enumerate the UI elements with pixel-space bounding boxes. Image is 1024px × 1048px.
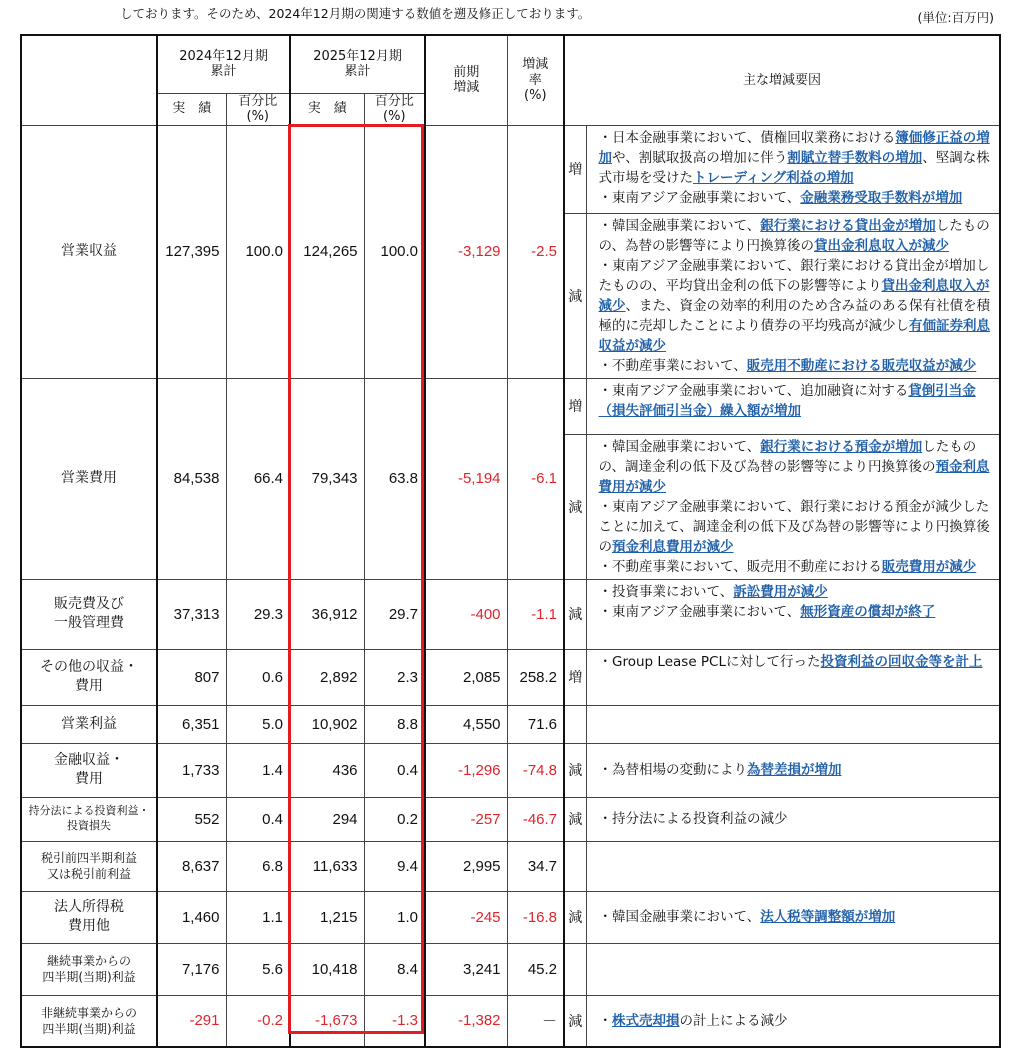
highlighted-factor: 有価証券利息収益が減少 — [598, 317, 991, 354]
highlighted-factor: 貸出金利息収入が減少 — [598, 277, 990, 314]
change-rate: 34.7 — [507, 841, 564, 891]
income-statement-table — [20, 34, 1001, 1048]
yoy-change: -257 — [425, 797, 507, 841]
pct-2025: 1.0 — [364, 891, 425, 943]
change-rate: -16.8 — [507, 891, 564, 943]
row-label: 営業収益 — [21, 125, 157, 378]
row-label: 法人所得税 費用他 — [21, 891, 157, 943]
row-label: その他の収益・ 費用 — [21, 649, 157, 705]
header-change-rate: 増減 率 (%) — [507, 35, 564, 125]
row-label: 継続事業からの 四半期(当期)利益 — [21, 943, 157, 995]
header-2024: 2024年12月期 累計 — [157, 35, 290, 93]
actual-2025: 36,912 — [290, 579, 364, 649]
header-actual-2025: 実 績 — [290, 93, 364, 125]
header-pct-2024: 百分比 (%) — [226, 93, 290, 125]
factor-segment: ・韓国金融事業において、 — [598, 909, 761, 926]
yoy-change: 4,550 — [425, 705, 507, 743]
direction-increase: 増 — [564, 649, 586, 705]
highlighted-factor: 投資利益の回収金等を計上 — [820, 653, 983, 670]
row-pretax-profit — [21, 841, 1000, 891]
pct-2024: -0.2 — [226, 995, 290, 1047]
direction-decrease: 減 — [564, 213, 586, 378]
factor-segment: したものの、為替の影響等により円換算後の — [598, 217, 990, 254]
yoy-change: -5,194 — [425, 378, 507, 579]
actual-2025: 436 — [290, 743, 364, 797]
factor-text — [586, 434, 1000, 579]
pct-2024: 29.3 — [226, 579, 290, 649]
highlighted-factor: 簿価修正益の増加 — [598, 129, 990, 166]
highlighted-factor: 貸出金利息収入が減少 — [814, 237, 949, 254]
factor-segment: 、また、資金の効率的利用のため含み益のある保有社債を積極的に売却したことにより債券の平均残高が減少し — [598, 297, 991, 334]
actual-2024: 84,538 — [157, 378, 226, 579]
row-other-income — [21, 649, 1000, 705]
actual-2024: 6,351 — [157, 705, 226, 743]
header-yoy-change: 前期 増減 — [425, 35, 507, 125]
direction-increase: 増 — [564, 125, 586, 213]
actual-2024: 127,395 — [157, 125, 226, 378]
highlighted-factor: 銀行業における預金が増加 — [760, 438, 923, 455]
highlighted-factor: 預金利息費用が減少 — [612, 538, 734, 555]
factor-segment: や、割賦取扱高の増加に伴う — [612, 149, 788, 166]
row-label: 持分法による投資利益・ 投資損失 — [21, 797, 157, 841]
yoy-change: -245 — [425, 891, 507, 943]
factor-segment: の計上による減少 — [679, 1012, 788, 1029]
factor-text — [586, 891, 1000, 943]
yoy-change: -1,382 — [425, 995, 507, 1047]
factor-segment: ・ — [598, 1012, 613, 1029]
change-rate: -46.7 — [507, 797, 564, 841]
pct-2024: 6.8 — [226, 841, 290, 891]
row-label: 販売費及び 一般管理費 — [21, 579, 157, 649]
highlighted-factor: 株式売却損 — [612, 1012, 680, 1029]
row-income-tax — [21, 891, 1000, 943]
row-sga — [21, 579, 1000, 649]
header-main-factors: 主な増減要因 — [564, 35, 1000, 125]
highlighted-factor: 訴訟費用が減少 — [733, 583, 828, 600]
header-2025: 2025年12月期 累計 — [290, 35, 425, 93]
pct-2025: 0.4 — [364, 743, 425, 797]
factor-segment: ・投資事業において、 — [598, 583, 734, 600]
factor-text — [586, 743, 1000, 797]
pct-2025: 8.8 — [364, 705, 425, 743]
actual-2024: 552 — [157, 797, 226, 841]
highlighted-factor: 販売費用が減少 — [881, 558, 977, 575]
actual-2024: 1,733 — [157, 743, 226, 797]
highlighted-factor: 法人税等調整額が増加 — [760, 909, 896, 926]
actual-2024: 807 — [157, 649, 226, 705]
pct-2024: 66.4 — [226, 378, 290, 579]
change-rate: 258.2 — [507, 649, 564, 705]
factor-segment: ・東南アジア金融事業において、銀行業における預金が減少したことに加えて、調達金利の低下及び為替の影響等により円換算後の — [598, 498, 990, 555]
highlighted-factor: 銀行業における貸出金が増加 — [760, 217, 936, 234]
row-label: 営業費用 — [21, 378, 157, 579]
row-label: 税引前四半期利益 又は税引前利益 — [21, 841, 157, 891]
row-label: 営業利益 — [21, 705, 157, 743]
pct-2024: 5.0 — [226, 705, 290, 743]
pct-2024: 0.4 — [226, 797, 290, 841]
factor-segment: ・Group Lease PCLに対して行った — [598, 653, 821, 670]
factor-segment: ・東南アジア金融事業において、追加融資に対する — [598, 382, 909, 399]
pct-2024: 5.6 — [226, 943, 290, 995]
factor-segment: ・日本金融事業において、債権回収業務における — [598, 129, 896, 146]
highlighted-factor: トレーディング利益の増加 — [693, 169, 854, 186]
yoy-change: 3,241 — [425, 943, 507, 995]
direction-increase: 増 — [564, 378, 586, 434]
factor-text — [586, 125, 1000, 213]
change-rate: -6.1 — [507, 378, 564, 579]
pct-2025: 29.7 — [364, 579, 425, 649]
factor-segment: ・韓国金融事業において、 — [598, 217, 761, 234]
highlighted-factor: 金融業務受取手数料が増加 — [800, 189, 963, 206]
highlighted-factor: 販売用不動産における販売収益が減少 — [746, 357, 977, 374]
pct-2024: 1.1 — [226, 891, 290, 943]
row-discontinued-profit — [21, 995, 1000, 1047]
pct-2025: 63.8 — [364, 378, 425, 579]
pct-2025: 2.3 — [364, 649, 425, 705]
row-continuing-profit — [21, 943, 1000, 995]
header-pct-2025: 百分比 (%) — [364, 93, 425, 125]
factor-segment: 、堅調な株式市場を受けた — [598, 149, 990, 186]
row-operating-revenue — [21, 125, 1000, 213]
actual-2024: 7,176 — [157, 943, 226, 995]
pct-2025: 100.0 — [364, 125, 425, 378]
highlighted-factor: 割賦立替手数料の増加 — [787, 149, 923, 166]
pct-2024: 100.0 — [226, 125, 290, 378]
row-operating-expenses — [21, 378, 1000, 434]
actual-2025: 11,633 — [290, 841, 364, 891]
yoy-change: -1,296 — [425, 743, 507, 797]
unit-label: (単位:百万円) — [917, 10, 994, 25]
factor-segment: したものの、調達金利の低下及び為替の影響等により円換算後の — [598, 438, 977, 475]
direction-decrease: 減 — [564, 797, 586, 841]
direction-decrease: 減 — [564, 434, 586, 579]
top-note: しております。そのため、2024年12月期の関連する数値を遡及修正しております。 — [120, 6, 591, 21]
factor-segment: ・東南アジア金融事業において、銀行業における貸出金が増加したものの、平均貸出金利の低下の影響等により — [598, 257, 990, 294]
factor-text — [586, 649, 1000, 705]
pct-2025: 8.4 — [364, 943, 425, 995]
actual-2024: 8,637 — [157, 841, 226, 891]
change-rate: 45.2 — [507, 943, 564, 995]
change-rate: -2.5 — [507, 125, 564, 378]
header-actual-2024: 実 績 — [157, 93, 226, 125]
highlighted-factor: 無形資産の償却が終了 — [800, 603, 936, 620]
header-blank — [21, 35, 157, 125]
actual-2025: 79,343 — [290, 378, 364, 579]
factor-segment: ・為替相場の変動により — [598, 762, 748, 779]
factor-text — [586, 797, 1000, 841]
actual-2025: 1,215 — [290, 891, 364, 943]
row-label: 非継続事業からの 四半期(当期)利益 — [21, 995, 157, 1047]
pct-2025: 0.2 — [364, 797, 425, 841]
actual-2025: 10,418 — [290, 943, 364, 995]
factor-segment: ・持分法による投資利益の減少 — [598, 811, 788, 828]
yoy-change: -400 — [425, 579, 507, 649]
factor-segment: ・不動産事業において、 — [598, 357, 747, 374]
change-rate: － — [507, 995, 564, 1047]
factor-text — [586, 213, 1000, 378]
highlighted-factor: 貸倒引当金（損失評価引当金）繰入額が増加 — [598, 382, 976, 419]
pct-2025: -1.3 — [364, 995, 425, 1047]
factor-text — [586, 378, 1000, 434]
factor-text — [586, 995, 1000, 1047]
pct-2024: 0.6 — [226, 649, 290, 705]
actual-2025: 124,265 — [290, 125, 364, 378]
row-label: 金融収益・ 費用 — [21, 743, 157, 797]
actual-2025: 294 — [290, 797, 364, 841]
actual-2025: 10,902 — [290, 705, 364, 743]
yoy-change: 2,995 — [425, 841, 507, 891]
change-rate: -74.8 — [507, 743, 564, 797]
actual-2025: 2,892 — [290, 649, 364, 705]
factor-segment: ・韓国金融事業において、 — [598, 438, 761, 455]
actual-2025: -1,673 — [290, 995, 364, 1047]
actual-2024: -291 — [157, 995, 226, 1047]
actual-2024: 37,313 — [157, 579, 226, 649]
row-operating-profit — [21, 705, 1000, 743]
direction-decrease: 減 — [564, 995, 586, 1047]
change-rate: -1.1 — [507, 579, 564, 649]
row-equity-method — [21, 797, 1000, 841]
pct-2025: 9.4 — [364, 841, 425, 891]
change-rate: 71.6 — [507, 705, 564, 743]
direction-decrease: 減 — [564, 743, 586, 797]
factor-text — [586, 579, 1000, 649]
factor-segment: ・東南アジア金融事業において、 — [598, 603, 801, 620]
row-finance-income — [21, 743, 1000, 797]
factor-segment: ・不動産事業において、販売用不動産における — [598, 558, 882, 575]
actual-2024: 1,460 — [157, 891, 226, 943]
direction-decrease: 減 — [564, 579, 586, 649]
pct-2024: 1.4 — [226, 743, 290, 797]
factor-segment: ・東南アジア金融事業において、 — [598, 189, 801, 206]
yoy-change: -3,129 — [425, 125, 507, 378]
highlighted-factor: 預金利息費用が減少 — [598, 458, 990, 495]
yoy-change: 2,085 — [425, 649, 507, 705]
highlighted-factor: 為替差損が増加 — [747, 762, 842, 779]
direction-decrease: 減 — [564, 891, 586, 943]
